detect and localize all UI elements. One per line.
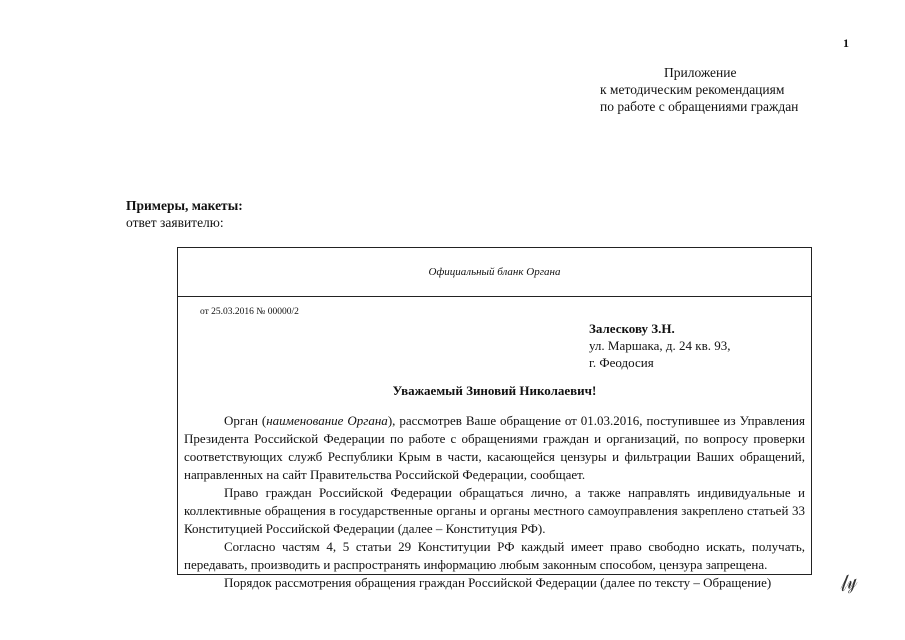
- addressee-street: ул. Маршака, д. 24 кв. 93,: [589, 338, 731, 353]
- paragraph-3: Согласно частям 4, 5 статьи 29 Конституции РФ каждый имеет право свободно искать, получать, передавать, производить и распространять информацию любым законным способом, цензура запрещена.: [184, 539, 805, 572]
- letter-body: [184, 412, 805, 592]
- examples-heading: Примеры, макеты:: [126, 198, 243, 213]
- addressee-city: г. Феодосия: [589, 355, 654, 370]
- appendix-line-2: к методическим рекомендациям: [600, 82, 785, 97]
- registration-line: от 25.03.2016 № 00000/2: [200, 307, 299, 317]
- handwritten-mark-icon: 𝓁𝓎: [834, 567, 860, 597]
- appendix-line-3: по работе с обращениями граждан: [600, 99, 799, 114]
- appendix-header: [600, 64, 850, 115]
- appendix-title: Приложение: [664, 65, 737, 80]
- examples-section: [126, 197, 243, 231]
- greeting: Уважаемый Зиновий Николаевич!: [392, 383, 597, 398]
- organ-name-placeholder: наименование Органа: [266, 413, 388, 428]
- page-number: 1: [843, 36, 849, 50]
- addressee-block: [589, 320, 730, 371]
- addressee-name: Залескову З.Н.: [589, 321, 675, 336]
- letter-sample-frame: [177, 247, 812, 590]
- paragraph-4: Порядок рассмотрения обращения граждан Российской Федерации (далее по тексту – Обращение): [224, 575, 772, 590]
- examples-subheading: ответ заявителю:: [126, 215, 224, 230]
- official-form-title: Официальный бланк Органа: [178, 248, 811, 297]
- paragraph-1: [184, 412, 805, 484]
- paragraph-2: Право граждан Российской Федерации обращаться лично, а также направлять индивидуальные и коллективные обращения в государственные органы и органы местного самоуправления закреплено статьей 33 Конституцией Российской Федерации (далее – Конституция РФ).: [184, 485, 805, 536]
- paragraph-1-end: ), рассмотрев Ваше обращение от 01.03.2016, поступившее из Управления Президента Российской Федерации по работе с обращениями граждан и организаций, по вопросу проверки соответствующих служб Республики Крым в части, касающейся цензуры и фильтрации Ваших обращений, направленных на сайт Правительства Российской Федерации, сообщает.: [184, 413, 805, 482]
- paragraph-1-start: Орган (: [224, 413, 267, 428]
